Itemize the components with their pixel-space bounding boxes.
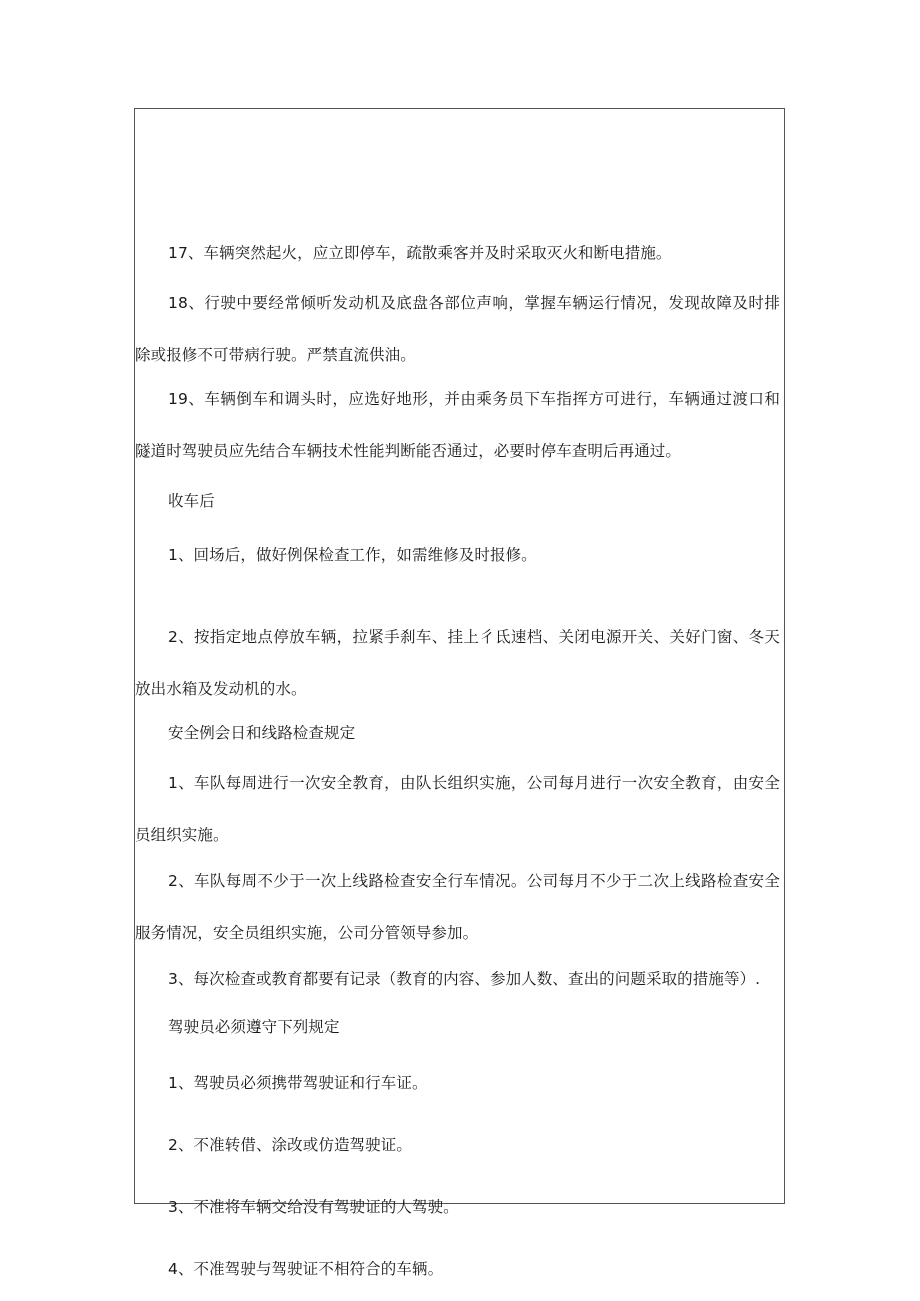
document-page (134, 108, 785, 1278)
paragraph-driver-1: 1、驾驶员必须携带驾驶证和行车证。 (168, 1074, 428, 1092)
paragraph-driver-2: 2、不准转借、涂改或仿造驾驶证。 (168, 1136, 412, 1154)
paragraph-after-shift-2: 2、按指定地点停放车辆，拉紧手刹车、挂上彳氐速档、关闭电源开关、关好门窗、冬天放出水箱及发动机的水。 (135, 628, 780, 698)
section-heading-safety-meeting: 安全例会日和线路检查规定 (168, 724, 356, 742)
paragraph-safety-2: 2、车队每周不少于一次上线路检查安全行车情况。公司每月不少于二次上线路检查安全服务情况，安全员组织实施，公司分管领导参加。 (135, 872, 780, 942)
section-heading-after-shift: 收车后 (168, 492, 215, 510)
paragraph-driver-4: 4、不准驾驶与驾驶证不相符合的车辆。 (168, 1260, 444, 1278)
paragraph-safety-3: 3、每次检查或教育都要有记录（教育的内容、参加人数、查出的问题采取的措施等）. (168, 970, 761, 988)
paragraph-driver-3: 3、不准将车辆交给没有驾驶证的人驾驶。 (168, 1198, 459, 1216)
paragraph-rule-17: 17、车辆突然起火，应立即停车，疏散乘客并及时采取灭火和断电措施。 (168, 244, 672, 262)
paragraph-rule-18: 18、行驶中要经常倾听发动机及底盘各部位声响，掌握车辆运行情况，发现故障及时排除或报修不可带病行驶。严禁直流供油。 (135, 294, 780, 364)
paragraph-safety-1: 1、车队每周进行一次安全教育，由队长组织实施，公司每月进行一次安全教育，由安全员组织实施。 (135, 774, 780, 844)
paragraph-after-shift-1: 1、回场后，做好例保检查工作，如需维修及时报修。 (168, 546, 537, 564)
section-heading-driver-rules: 驾驶员必须遵守下列规定 (168, 1018, 340, 1036)
paragraph-rule-19: 19、车辆倒车和调头时，应选好地形，并由乘务员下车指挥方可进行，车辆通过渡口和隧道时驾驶员应先结合车辆技术性能判断能否通过，必要时停车查明后再通过。 (135, 390, 780, 460)
